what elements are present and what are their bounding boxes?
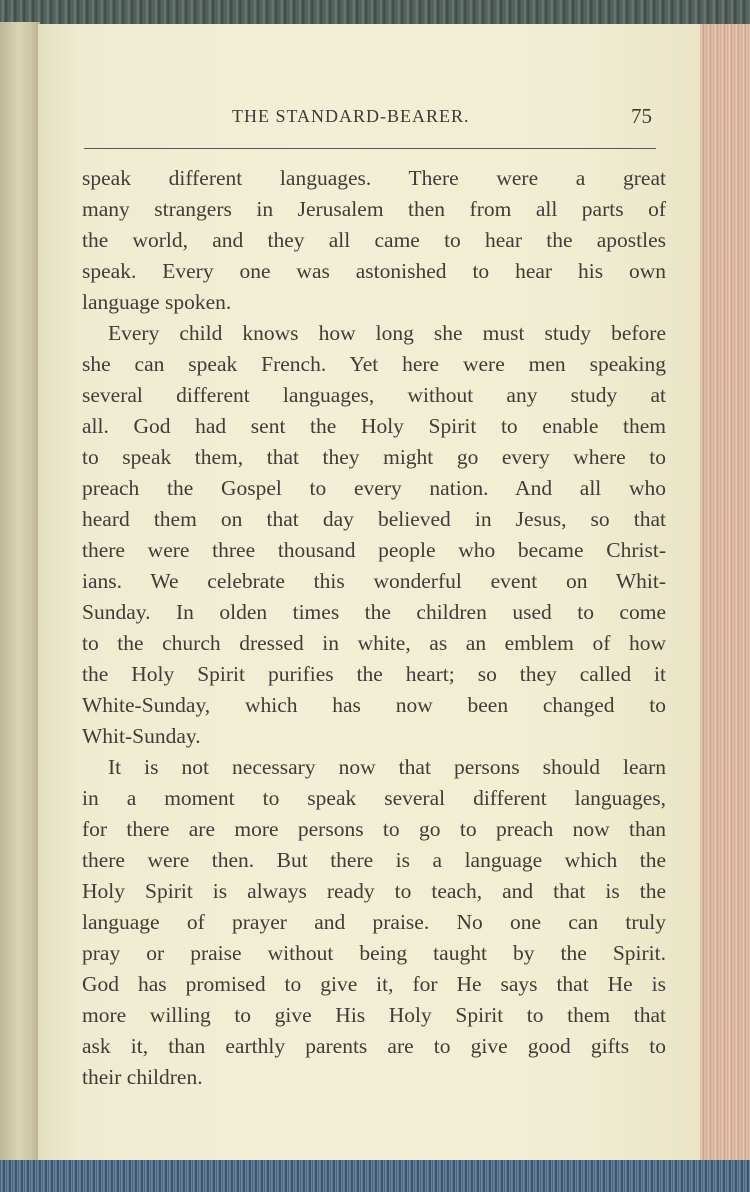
text-line: there were three thousand people who became Christ- bbox=[82, 538, 666, 562]
text-line: their children. bbox=[82, 1065, 203, 1089]
text-line: Holy Spirit is always ready to teach, and that is the bbox=[82, 879, 666, 903]
text-line: pray or praise without being taught by the Spirit. bbox=[82, 941, 666, 965]
header-rule bbox=[84, 148, 656, 149]
text-line: Every child knows how long she must study before bbox=[108, 321, 666, 345]
text-line: Whit-Sunday. bbox=[82, 724, 201, 748]
left-page-edges bbox=[0, 22, 40, 1164]
text-line: the world, and they all came to hear the apostles bbox=[82, 228, 666, 252]
text-line: speak different languages. There were a great bbox=[82, 166, 666, 190]
text-line: to the church dressed in white, as an emblem of how bbox=[82, 631, 666, 655]
right-page-edges bbox=[700, 24, 750, 1160]
book-bottom-edge bbox=[0, 1160, 750, 1192]
text-line: there were then. But there is a language which the bbox=[82, 848, 666, 872]
text-line: preach the Gospel to every nation. And all who bbox=[82, 476, 666, 500]
text-line: she can speak French. Yet here were men speaking bbox=[82, 352, 666, 376]
running-head: THE STANDARD-BEARER. bbox=[232, 106, 470, 126]
text-line: more willing to give His Holy Spirit to them that bbox=[82, 1003, 666, 1027]
text-line: for there are more persons to go to preach now than bbox=[82, 817, 666, 841]
text-line: heard them on that day believed in Jesus, so that bbox=[82, 507, 666, 531]
body-text bbox=[82, 163, 666, 1093]
text-line: Sunday. In olden times the children used to come bbox=[82, 600, 666, 624]
text-line: ians. We celebrate this wonderful event on Whit- bbox=[82, 569, 666, 593]
text-line: many strangers in Jerusalem then from all parts of bbox=[82, 197, 666, 221]
text-line: God has promised to give it, for He says that He is bbox=[82, 972, 666, 996]
text-line: all. God had sent the Holy Spirit to enable them bbox=[82, 414, 666, 438]
text-line: White-Sunday, which has now been changed to bbox=[82, 693, 666, 717]
text-line: language spoken. bbox=[82, 290, 232, 314]
book-top-edge bbox=[0, 0, 750, 26]
text-line: language of prayer and praise. No one can truly bbox=[82, 910, 666, 934]
text-line: ask it, than earthly parents are to give good gifts to bbox=[82, 1034, 666, 1058]
text-line: several different languages, without any study at bbox=[82, 383, 666, 407]
text-line: the Holy Spirit purifies the heart; so they called it bbox=[82, 662, 666, 686]
page-number: 75 bbox=[631, 104, 652, 128]
text-line: to speak them, that they might go every where to bbox=[82, 445, 666, 469]
text-line: speak. Every one was astonished to hear his own bbox=[82, 259, 666, 283]
page-header bbox=[232, 106, 662, 136]
text-line: It is not necessary now that persons should learn bbox=[108, 755, 666, 779]
text-line: in a moment to speak several different languages, bbox=[82, 786, 666, 810]
